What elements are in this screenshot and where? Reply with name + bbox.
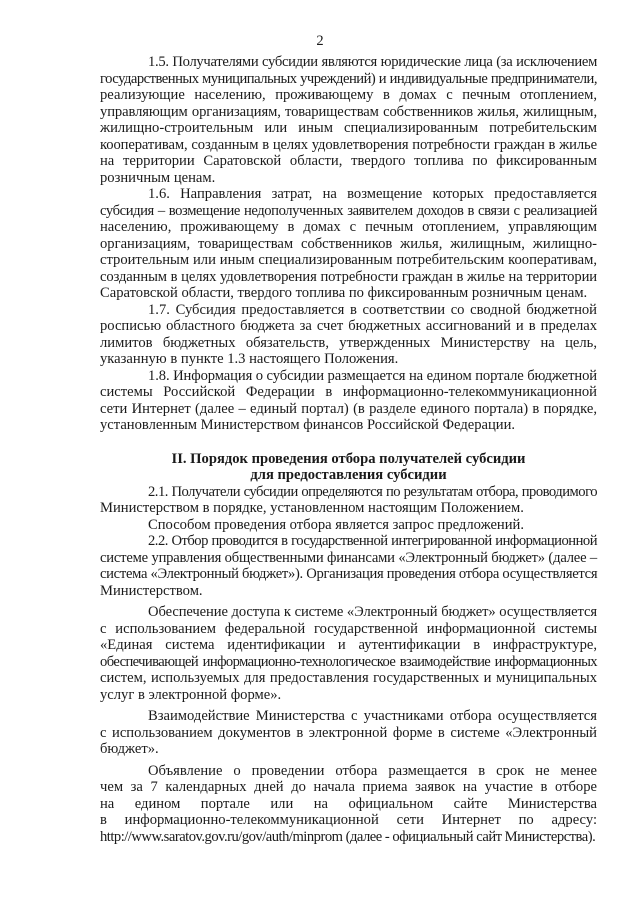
text-line: 1.6. Направления затрат, на возмещение которых предоставляется (148, 186, 597, 202)
text-line: кооперативам, созданным в целях удовлетворения потребности граждан в жилье (100, 136, 597, 153)
text-line: с использованием документов в электронной форме в системе «Электронный (100, 724, 597, 741)
paragraph (100, 533, 597, 599)
text-line: 2.2. Отбор проводится в государственной интегрированной информационной (148, 533, 597, 549)
page-number: 2 (316, 33, 324, 49)
text-line: 2.1. Получатели субсидии определяются по результатам отбора, проводимого (148, 483, 597, 500)
text-line: бюджет». (100, 741, 159, 757)
section-heading (100, 451, 597, 484)
text-line: II. Порядок проведения отбора получателей субсидии (171, 450, 526, 467)
text-line: обеспечивающей информационно-технологическое взаимодействие информационных (100, 653, 597, 670)
text-line: управляющим организациям, товариществам собственников жилья, жилищным, (100, 103, 597, 120)
text-line: реализующие населению, проживающему в домах с печным отоплением, (100, 87, 597, 103)
paragraph (100, 708, 597, 758)
text-line: услуг в электронной форме». (100, 686, 282, 703)
text-line: 1.5. Получателями субсидии являются юридические лица (за исключением (148, 54, 597, 70)
text-line: строительным или иным специализированным потребительским кооперативам, (100, 252, 597, 268)
text-line: организациям, товариществам собственников жилья, жилищным, жилищно- (100, 235, 597, 252)
text-line: населению, проживающему в домах с печным отоплением, управляющим (100, 219, 597, 235)
text-line: Объявление о проведении отбора размещается в срок не менее (148, 762, 597, 779)
text-line: субсидия – возмещение недополученных заявителем доходов в связи с реализацией (100, 202, 597, 219)
text-line: указанную в пункте 1.3 настоящего Положения. (100, 351, 399, 367)
text-line: на едином портале или на официальном сайте Министерства (100, 795, 597, 812)
text-line: на территории Саратовской области, твердого топлива по фиксированным (100, 153, 597, 169)
paragraph (100, 763, 597, 846)
text-line: Министерством в порядке, установленном настоящим Положением. (100, 500, 524, 516)
text-line: Саратовской области, твердого топлива по фиксированным розничным ценам. (100, 285, 588, 301)
text-line: лимитов бюджетных обязательств, утвержденных Министерству на цель, (100, 334, 597, 351)
text-line: системы Российской Федерации в информационно-телекоммуникационной (100, 384, 597, 400)
text-line: http://www.saratov.gov.ru/gov/auth/minprom (далее - официальный сайт Министерства). (100, 828, 596, 845)
text-line: Способом проведения отбора является запрос предложений. (148, 516, 525, 533)
text-line: Взаимодействие Министерства с участниками отбора осуществляется (148, 708, 597, 724)
text-line: система «Электронный бюджет»). Организация проведения отбора осуществляется (100, 566, 598, 582)
text-line: в информационно-телекоммуникационной сети Интернет по адресу: (100, 812, 597, 828)
paragraph (100, 302, 597, 368)
text-line: росписью областного бюджета за счет бюджетных ассигнований и в пределах (100, 318, 597, 334)
text-line: жилищно-строительным или иным специализированным потребительским (100, 120, 597, 136)
paragraph (100, 517, 597, 534)
text-line: 1.8. Информация о субсидии размещается на едином портале бюджетной (148, 367, 597, 384)
paragraph (100, 484, 597, 517)
text-line: «Единая система идентификации и аутентификации в инфраструктуре, (100, 637, 597, 653)
text-line: государственных муниципальных учреждений) и индивидуальные предприниматели, (100, 70, 597, 87)
text-line: чем за 7 календарных дней до начала приема заявок на участие в отборе (100, 779, 597, 795)
text-line: установленным Министерством финансов Российской Федерации. (100, 417, 516, 433)
text-line: сети Интернет (далее – единый портал) (в разделе единого портала) в порядке, (100, 400, 597, 417)
text-line: созданным в целях удовлетворения потребности граждан в жилье на территории (100, 268, 597, 285)
text-line: системе управления общественными финансами «Электронный бюджет» (далее – (100, 549, 597, 566)
paragraph (100, 604, 597, 703)
paragraph (100, 368, 597, 434)
text-line: с использованием федеральной государственной информационной системы (100, 620, 597, 637)
paragraph (100, 186, 597, 302)
document-body (100, 54, 597, 845)
text-line: розничным ценам. (100, 169, 216, 186)
text-line: Министерством. (100, 582, 203, 599)
text-line: для предоставления субсидии (250, 467, 447, 483)
text-line: 1.7. Субсидия предоставляется в соответствии со сводной бюджетной (148, 301, 597, 318)
text-line: Обеспечение доступа к системе «Электронный бюджет» осуществляется (148, 604, 597, 620)
paragraph (100, 54, 597, 186)
text-line: систем, используемых для предоставления государственных и муниципальных (100, 670, 597, 686)
